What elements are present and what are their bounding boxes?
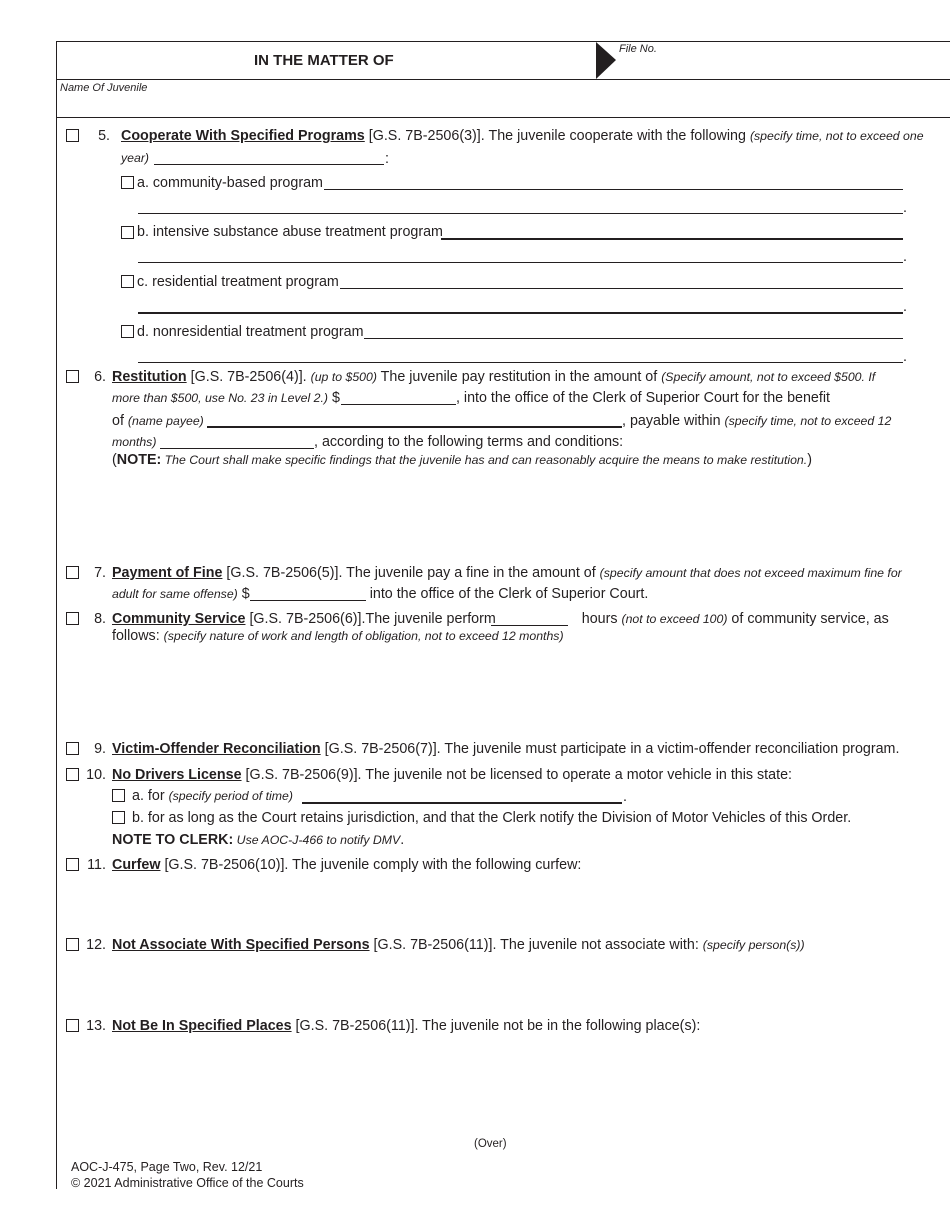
item-note: adult for same offense) xyxy=(112,587,238,601)
dollar: $ xyxy=(328,390,340,406)
over-label: (Over) xyxy=(474,1138,507,1150)
item-5a-label: a. community-based program xyxy=(137,175,323,191)
item-text: [G.S. 7B-2506(11)]. The juvenile not associate with: xyxy=(369,937,703,953)
juvenile-name-label: Name Of Juvenile xyxy=(60,82,148,94)
dollar: $ xyxy=(237,586,250,602)
item-number: 12. xyxy=(86,937,106,953)
item-text: , according to the following terms and conditions: xyxy=(314,434,624,450)
period: . xyxy=(903,249,907,265)
fill-line[interactable] xyxy=(138,312,903,314)
item-number: 6. xyxy=(94,369,106,385)
item-10a-label: a. for xyxy=(132,788,169,804)
arrow-marker-icon xyxy=(596,42,618,80)
item-heading: Not Be In Specified Places xyxy=(112,1018,292,1034)
period-fill-line[interactable] xyxy=(302,802,622,804)
item-note: (specify time, not to exceed 12 xyxy=(724,414,892,428)
note-to-clerk-label: NOTE TO CLERK: xyxy=(112,832,234,848)
amount-fill-line[interactable] xyxy=(341,404,456,405)
item-text: into the office of the Clerk of Superior Court. xyxy=(365,586,649,602)
item-5c-checkbox[interactable] xyxy=(121,275,134,288)
time-fill-line[interactable] xyxy=(154,164,384,165)
item-number: 7. xyxy=(94,565,106,581)
item-heading: Curfew xyxy=(112,857,161,873)
item-text: [G.S. 7B-2506(11)]. The juvenile not be in the following place(s): xyxy=(291,1018,701,1034)
item-note: (not to exceed 100) xyxy=(621,612,728,626)
item-heading: Cooperate With Specified Programs xyxy=(121,128,365,144)
fill-line[interactable] xyxy=(138,362,903,363)
period: . xyxy=(903,299,907,315)
item-note: (name payee) xyxy=(127,414,204,428)
period: . xyxy=(903,349,907,365)
fill-line[interactable] xyxy=(364,338,903,339)
colon: : xyxy=(385,151,389,167)
item-note: (Specify amount, not to exceed $500. If xyxy=(661,370,876,384)
item-note: (specify time, not to exceed one xyxy=(749,129,924,143)
item-note: more than $500, use No. 23 in Level 2.) xyxy=(112,391,329,405)
item-number: 10. xyxy=(86,767,106,783)
name-divider xyxy=(56,117,950,118)
period: . xyxy=(903,200,907,216)
item-text: , payable within xyxy=(622,413,725,429)
item-text: follows: xyxy=(112,628,164,644)
item-text: of xyxy=(112,413,128,429)
item-note: (specify nature of work and length of obligation, not to exceed 12 months) xyxy=(163,629,564,643)
item-5b-checkbox[interactable] xyxy=(121,226,134,239)
hours-fill-line[interactable] xyxy=(491,625,568,626)
fill-line[interactable] xyxy=(324,189,903,190)
item-note: months) xyxy=(112,435,157,449)
item-note: (specify amount that does not exceed maximum fine for xyxy=(599,566,902,580)
item-10b-checkbox[interactable] xyxy=(112,811,125,824)
item-number: 5. xyxy=(98,128,110,144)
item-number: 9. xyxy=(94,741,106,757)
item-number: 8. xyxy=(94,611,106,627)
item-text: [G.S. 7B-2506(4)]. xyxy=(186,369,311,385)
file-no-label: File No. xyxy=(619,43,657,55)
period: . xyxy=(623,789,627,805)
item-5d-checkbox[interactable] xyxy=(121,325,134,338)
fill-line[interactable] xyxy=(340,288,903,289)
item-text: [G.S. 7B-2506(5)]. The juvenile pay a fine in the amount of xyxy=(222,565,600,581)
fill-line[interactable] xyxy=(138,262,903,263)
amount-fill-line[interactable] xyxy=(250,600,366,601)
fill-line[interactable] xyxy=(138,213,903,214)
item-text: [G.S. 7B-2506(9)]. The juvenile not be licensed to operate a motor vehicle in this state: xyxy=(241,767,793,783)
item-note: (up to $500) xyxy=(310,370,377,384)
item-text: [G.S. 7B-2506(3)]. The juvenile cooperate with the following xyxy=(364,128,750,144)
item-text: [G.S. 7B-2506(7)]. The juvenile must participate in a victim-offender reconciliation program. xyxy=(320,741,900,757)
item-heading: Payment of Fine xyxy=(112,565,223,581)
item-heading: Victim-Offender Reconciliation xyxy=(112,741,321,757)
item-text: , into the office of the Clerk of Superior Court for the benefit xyxy=(455,390,830,406)
fill-line[interactable] xyxy=(441,238,903,240)
item-text: [G.S. 7B-2506(6)].The juvenile perform xyxy=(245,611,500,627)
item-text: hours xyxy=(577,611,622,627)
item-number: 13. xyxy=(86,1018,106,1034)
item-number: 11. xyxy=(87,857,106,873)
note-label: NOTE: xyxy=(116,452,162,468)
item-heading: Community Service xyxy=(112,611,246,627)
item-5a-checkbox[interactable] xyxy=(121,176,134,189)
item-heading: No Drivers License xyxy=(112,767,242,783)
item-heading: Not Associate With Specified Persons xyxy=(112,937,370,953)
form-id: AOC-J-475, Page Two, Rev. 12/21 xyxy=(71,1160,263,1174)
item-text: The juvenile pay restitution in the amount of xyxy=(376,369,662,385)
item-text: of community service, as xyxy=(727,611,889,627)
header-divider xyxy=(56,79,950,80)
item-10a-checkbox[interactable] xyxy=(112,789,125,802)
note-text: The Court shall make specific findings that the juvenile has and can reasonably acquire the means to make restitution. xyxy=(161,453,808,467)
item-note: (specify period of time) xyxy=(168,789,293,803)
top-border xyxy=(56,41,950,42)
item-note: (specify person(s)) xyxy=(702,938,805,952)
item-5c-label: c. residential treatment program xyxy=(137,274,339,290)
period: . xyxy=(400,832,405,848)
copyright: © 2021 Administrative Office of the Courts xyxy=(71,1176,304,1190)
item-heading: Restitution xyxy=(112,369,187,385)
page-title: IN THE MATTER OF xyxy=(254,52,394,69)
item-5d-label: d. nonresidential treatment program xyxy=(137,324,364,340)
item-5-checkbox[interactable] xyxy=(66,129,79,142)
note-to-clerk-text: Use AOC-J-466 to notify DMV xyxy=(233,833,401,847)
time-fill-line[interactable] xyxy=(160,448,314,449)
left-border xyxy=(56,41,57,1189)
item-5b-label: b. intensive substance abuse treatment program xyxy=(137,224,443,240)
item-note: year) xyxy=(121,151,150,165)
item-text: [G.S. 7B-2506(10)]. The juvenile comply with the following curfew: xyxy=(160,857,582,873)
payee-fill-line[interactable] xyxy=(207,426,622,428)
item-10b-label: b. for as long as the Court retains jurisdiction, and that the Clerk notify the Division of Motor Vehicles of this Order. xyxy=(132,810,852,826)
